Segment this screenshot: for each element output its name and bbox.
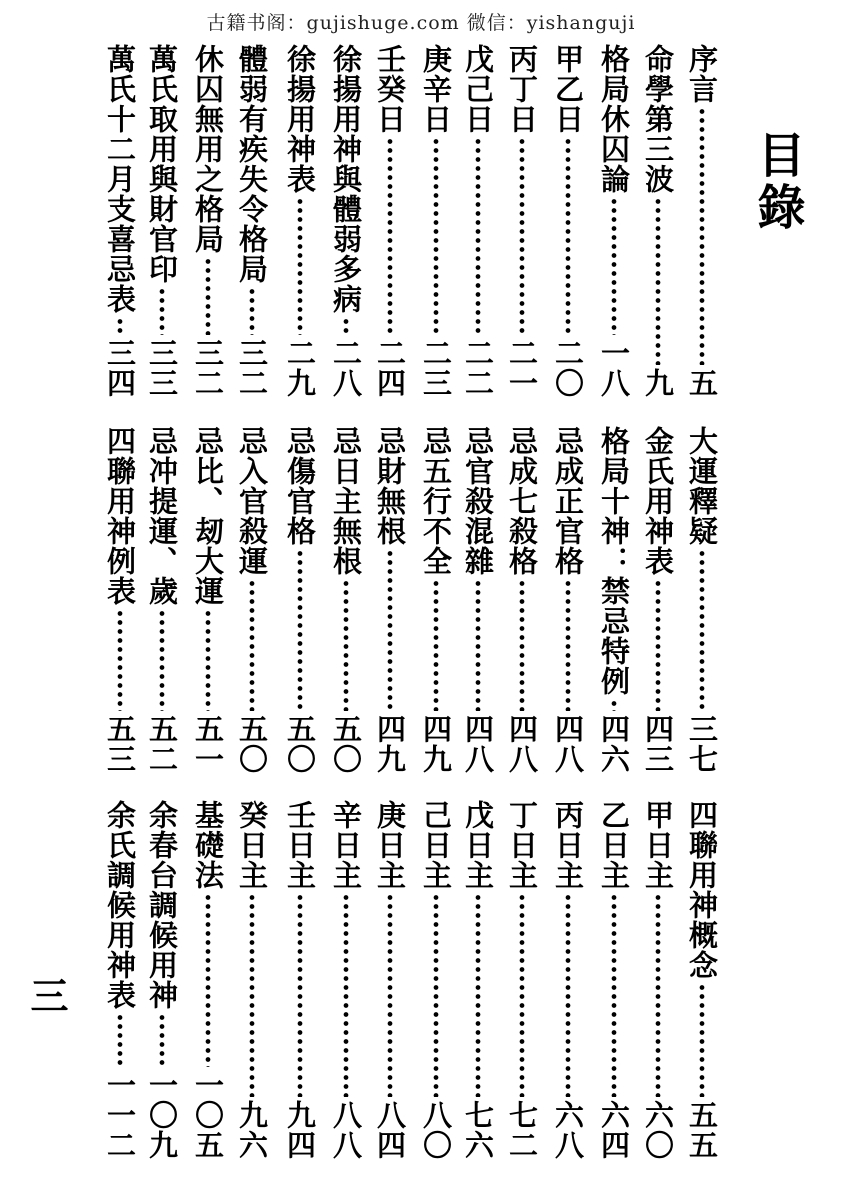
dot-leader — [370, 549, 410, 711]
dot-leader — [370, 137, 410, 335]
toc-entry[interactable] — [594, 44, 634, 398]
dot-leader — [280, 893, 320, 1097]
toc-entry-title: 戊己日 — [461, 44, 495, 134]
dot-leader — [548, 137, 588, 335]
toc-entry[interactable] — [638, 800, 678, 1160]
toc-entry-title: 忌冲提運、歲 — [145, 426, 179, 606]
dot-leader — [142, 609, 182, 711]
toc-entry-title: 忌傷官格 — [283, 426, 317, 546]
toc-entry-page: 三二 — [235, 338, 269, 398]
toc-entry-page: 五三 — [103, 714, 137, 774]
toc-entry-page: 七六 — [461, 1100, 495, 1160]
toc-entry-page: 四三 — [641, 714, 675, 774]
toc-entry-title: 甲乙日 — [551, 44, 585, 134]
toc-entry-title: 基礎法 — [191, 800, 225, 890]
toc-entry-title: 壬日主 — [283, 800, 317, 890]
watermark-text: 古籍书阁：gujishuge.com 微信：yishanguji — [206, 12, 636, 34]
toc-entry[interactable] — [100, 44, 140, 398]
toc-entry-title: 格局休囚論 — [597, 44, 631, 194]
toc-entry-title: 大運釋疑 — [685, 426, 719, 546]
dot-leader — [326, 893, 366, 1097]
toc-entry-title: 戊日主 — [461, 800, 495, 890]
toc-entry-title: 壬癸日 — [373, 44, 407, 134]
toc-entry-title: 忌入官殺運 — [235, 426, 269, 576]
toc-entry-page: 三七 — [685, 714, 719, 774]
toc-entry[interactable] — [326, 44, 366, 398]
toc-entry-page: 四九 — [419, 714, 453, 774]
toc-entry[interactable] — [142, 426, 182, 774]
toc-entry-page: 九四 — [283, 1100, 317, 1160]
dot-leader — [232, 287, 272, 335]
toc-entry-title: 忌比、刼大運 — [191, 426, 225, 606]
toc-entry-page: 二一 — [505, 338, 539, 398]
toc-entry[interactable] — [326, 426, 366, 774]
dot-leader — [416, 137, 456, 335]
dot-leader — [326, 579, 366, 711]
toc-entry[interactable] — [682, 44, 722, 398]
dot-leader — [502, 137, 542, 335]
dot-leader — [280, 549, 320, 711]
toc-entry-page: 四八 — [461, 714, 495, 774]
toc-entry-page: 三三 — [145, 338, 179, 398]
toc-entry-title: 余氏調候用神表 — [103, 800, 137, 1010]
dot-leader — [502, 579, 542, 711]
toc-entry[interactable] — [458, 44, 498, 398]
dot-leader — [142, 287, 182, 335]
dot-leader — [370, 893, 410, 1097]
toc-entry[interactable] — [416, 800, 456, 1160]
toc-entry[interactable] — [502, 44, 542, 398]
toc-entry-title: 體弱有疾失令格局 — [235, 44, 269, 284]
toc-entry-title: 丙丁日 — [505, 44, 539, 134]
toc-entry-title: 休囚無用之格局 — [191, 44, 225, 254]
toc-entry-title: 甲日主 — [641, 800, 675, 890]
page-title: 目錄 — [749, 130, 805, 234]
toc-entry-page: 三四 — [103, 338, 137, 398]
dot-leader — [326, 317, 366, 335]
toc-entry[interactable] — [458, 800, 498, 1160]
toc-entry-page: 一八 — [597, 338, 631, 398]
toc-entry-page: 五〇 — [235, 714, 269, 774]
toc-entry-page: 四六 — [597, 714, 631, 774]
toc-entry-page: 九 — [641, 368, 675, 398]
toc-entry-page: 八四 — [373, 1100, 407, 1160]
toc-entry-title: 格局十神：禁忌特例 — [597, 426, 631, 696]
toc-entry-title: 徐揚用神表 — [283, 44, 317, 194]
toc-entry[interactable] — [232, 44, 272, 398]
toc-entry[interactable] — [502, 800, 542, 1160]
toc-entry-page: 九六 — [235, 1100, 269, 1160]
dot-leader — [548, 579, 588, 711]
dot-leader — [416, 579, 456, 711]
dot-leader — [100, 609, 140, 711]
toc-entry-page: 五 — [685, 368, 719, 398]
toc-entry-title: 庚辛日 — [419, 44, 453, 134]
toc-entry[interactable] — [548, 426, 588, 774]
dot-leader — [682, 983, 722, 1097]
toc-entry-title: 序言 — [685, 44, 719, 104]
dot-leader — [100, 1013, 140, 1067]
dot-leader — [142, 1013, 182, 1067]
toc-entry-title: 忌官殺混雜 — [461, 426, 495, 576]
dot-leader — [502, 893, 542, 1097]
toc-entry[interactable] — [188, 426, 228, 774]
toc-entry[interactable] — [416, 426, 456, 774]
toc-entry[interactable] — [594, 426, 634, 774]
toc-entry-page: 五五 — [685, 1100, 719, 1160]
toc-entry-page: 八〇 — [419, 1100, 453, 1160]
toc-entry[interactable] — [370, 800, 410, 1160]
toc-entry-title: 己日主 — [419, 800, 453, 890]
toc-entry-title: 忌日主無根 — [329, 426, 363, 576]
toc-entry-page: 六八 — [551, 1100, 585, 1160]
toc-entry[interactable] — [416, 44, 456, 398]
toc-entry[interactable] — [370, 44, 410, 398]
toc-entry-page: 六〇 — [641, 1100, 675, 1160]
toc-entry-title: 癸日主 — [235, 800, 269, 890]
dot-leader — [594, 699, 634, 711]
dot-leader — [232, 893, 272, 1097]
toc-entry[interactable] — [188, 44, 228, 398]
toc-entry-page: 二八 — [329, 338, 363, 398]
dot-leader — [682, 549, 722, 711]
toc-entry[interactable] — [100, 800, 140, 1160]
toc-entry[interactable] — [232, 800, 272, 1160]
toc-entry-title: 四聯用神例表 — [103, 426, 137, 606]
toc-entry[interactable] — [280, 426, 320, 774]
toc-entry[interactable] — [502, 426, 542, 774]
toc-entry[interactable] — [458, 426, 498, 774]
toc-entry-title: 丁日主 — [505, 800, 539, 890]
toc-entry-page: 六四 — [597, 1100, 631, 1160]
toc-entry-page: 一〇五 — [191, 1070, 225, 1160]
toc-entry[interactable] — [326, 800, 366, 1160]
dot-leader — [638, 197, 678, 365]
toc-entry-page: 八八 — [329, 1100, 363, 1160]
dot-leader — [682, 107, 722, 365]
dot-leader — [280, 197, 320, 335]
toc-entry[interactable] — [232, 426, 272, 774]
dot-leader — [458, 893, 498, 1097]
dot-leader — [458, 137, 498, 335]
toc-entry-page: 一一二 — [103, 1070, 137, 1160]
dot-leader — [232, 579, 272, 711]
toc-entry-title: 忌財無根 — [373, 426, 407, 546]
dot-leader — [594, 893, 634, 1097]
toc-entry[interactable] — [280, 44, 320, 398]
toc-entry[interactable] — [188, 800, 228, 1160]
toc-entry-page: 五一 — [191, 714, 225, 774]
toc-entry-page: 七二 — [505, 1100, 539, 1160]
dot-leader — [100, 317, 140, 335]
toc-entry-title: 萬氏十二月支喜忌表 — [103, 44, 137, 314]
toc-entry-page: 三二 — [191, 338, 225, 398]
toc-entry-title: 忌成正官格 — [551, 426, 585, 576]
toc-entry[interactable] — [142, 800, 182, 1160]
toc-entry-title: 乙日主 — [597, 800, 631, 890]
toc-entry-page: 五〇 — [283, 714, 317, 774]
toc-entry-title: 丙日主 — [551, 800, 585, 890]
dot-leader — [188, 257, 228, 335]
toc-entry[interactable] — [548, 800, 588, 1160]
toc-entry[interactable] — [100, 426, 140, 774]
toc-entry-title: 金氏用神表 — [641, 426, 675, 576]
toc-entry-page: 二二 — [461, 338, 495, 398]
toc-entry[interactable] — [594, 800, 634, 1160]
toc-entry[interactable] — [370, 426, 410, 774]
page-number: 三 — [24, 976, 68, 1014]
toc-entry[interactable] — [548, 44, 588, 398]
dot-leader — [638, 579, 678, 711]
dot-leader — [638, 893, 678, 1097]
toc-entry-page: 五〇 — [329, 714, 363, 774]
toc-entry-page: 二〇 — [551, 338, 585, 398]
dot-leader — [594, 197, 634, 335]
toc-entry-page: 五二 — [145, 714, 179, 774]
toc-entry[interactable] — [682, 800, 722, 1160]
toc-entry[interactable] — [638, 426, 678, 774]
toc-entry-title: 忌五行不全 — [419, 426, 453, 576]
dot-leader — [416, 893, 456, 1097]
toc-entry-title: 辛日主 — [329, 800, 363, 890]
toc-entry[interactable] — [280, 800, 320, 1160]
dot-leader — [188, 893, 228, 1067]
toc-entry-title: 余春台調候用神 — [145, 800, 179, 1010]
dot-leader — [458, 579, 498, 711]
toc-entry-title: 四聯用神概念 — [685, 800, 719, 980]
toc-entry-page: 一〇九 — [145, 1070, 179, 1160]
toc-entry[interactable] — [638, 44, 678, 398]
toc-entry-page: 二三 — [419, 338, 453, 398]
toc-entry-title: 庚日主 — [373, 800, 407, 890]
dot-leader — [188, 609, 228, 711]
toc-entry-page: 四九 — [373, 714, 407, 774]
dot-leader — [548, 893, 588, 1097]
toc-entry-title: 徐揚用神與體弱多病 — [329, 44, 363, 314]
toc-entry-title: 萬氏取用與財官印 — [145, 44, 179, 284]
toc-entry-title: 忌成七殺格 — [505, 426, 539, 576]
toc-entry[interactable] — [682, 426, 722, 774]
toc-entry-page: 四八 — [551, 714, 585, 774]
toc-entry[interactable] — [142, 44, 182, 398]
toc-entry-page: 四八 — [505, 714, 539, 774]
toc-entry-page: 二四 — [373, 338, 407, 398]
toc-entry-page: 二九 — [283, 338, 317, 398]
toc-entry-title: 命學第三波 — [641, 44, 675, 194]
